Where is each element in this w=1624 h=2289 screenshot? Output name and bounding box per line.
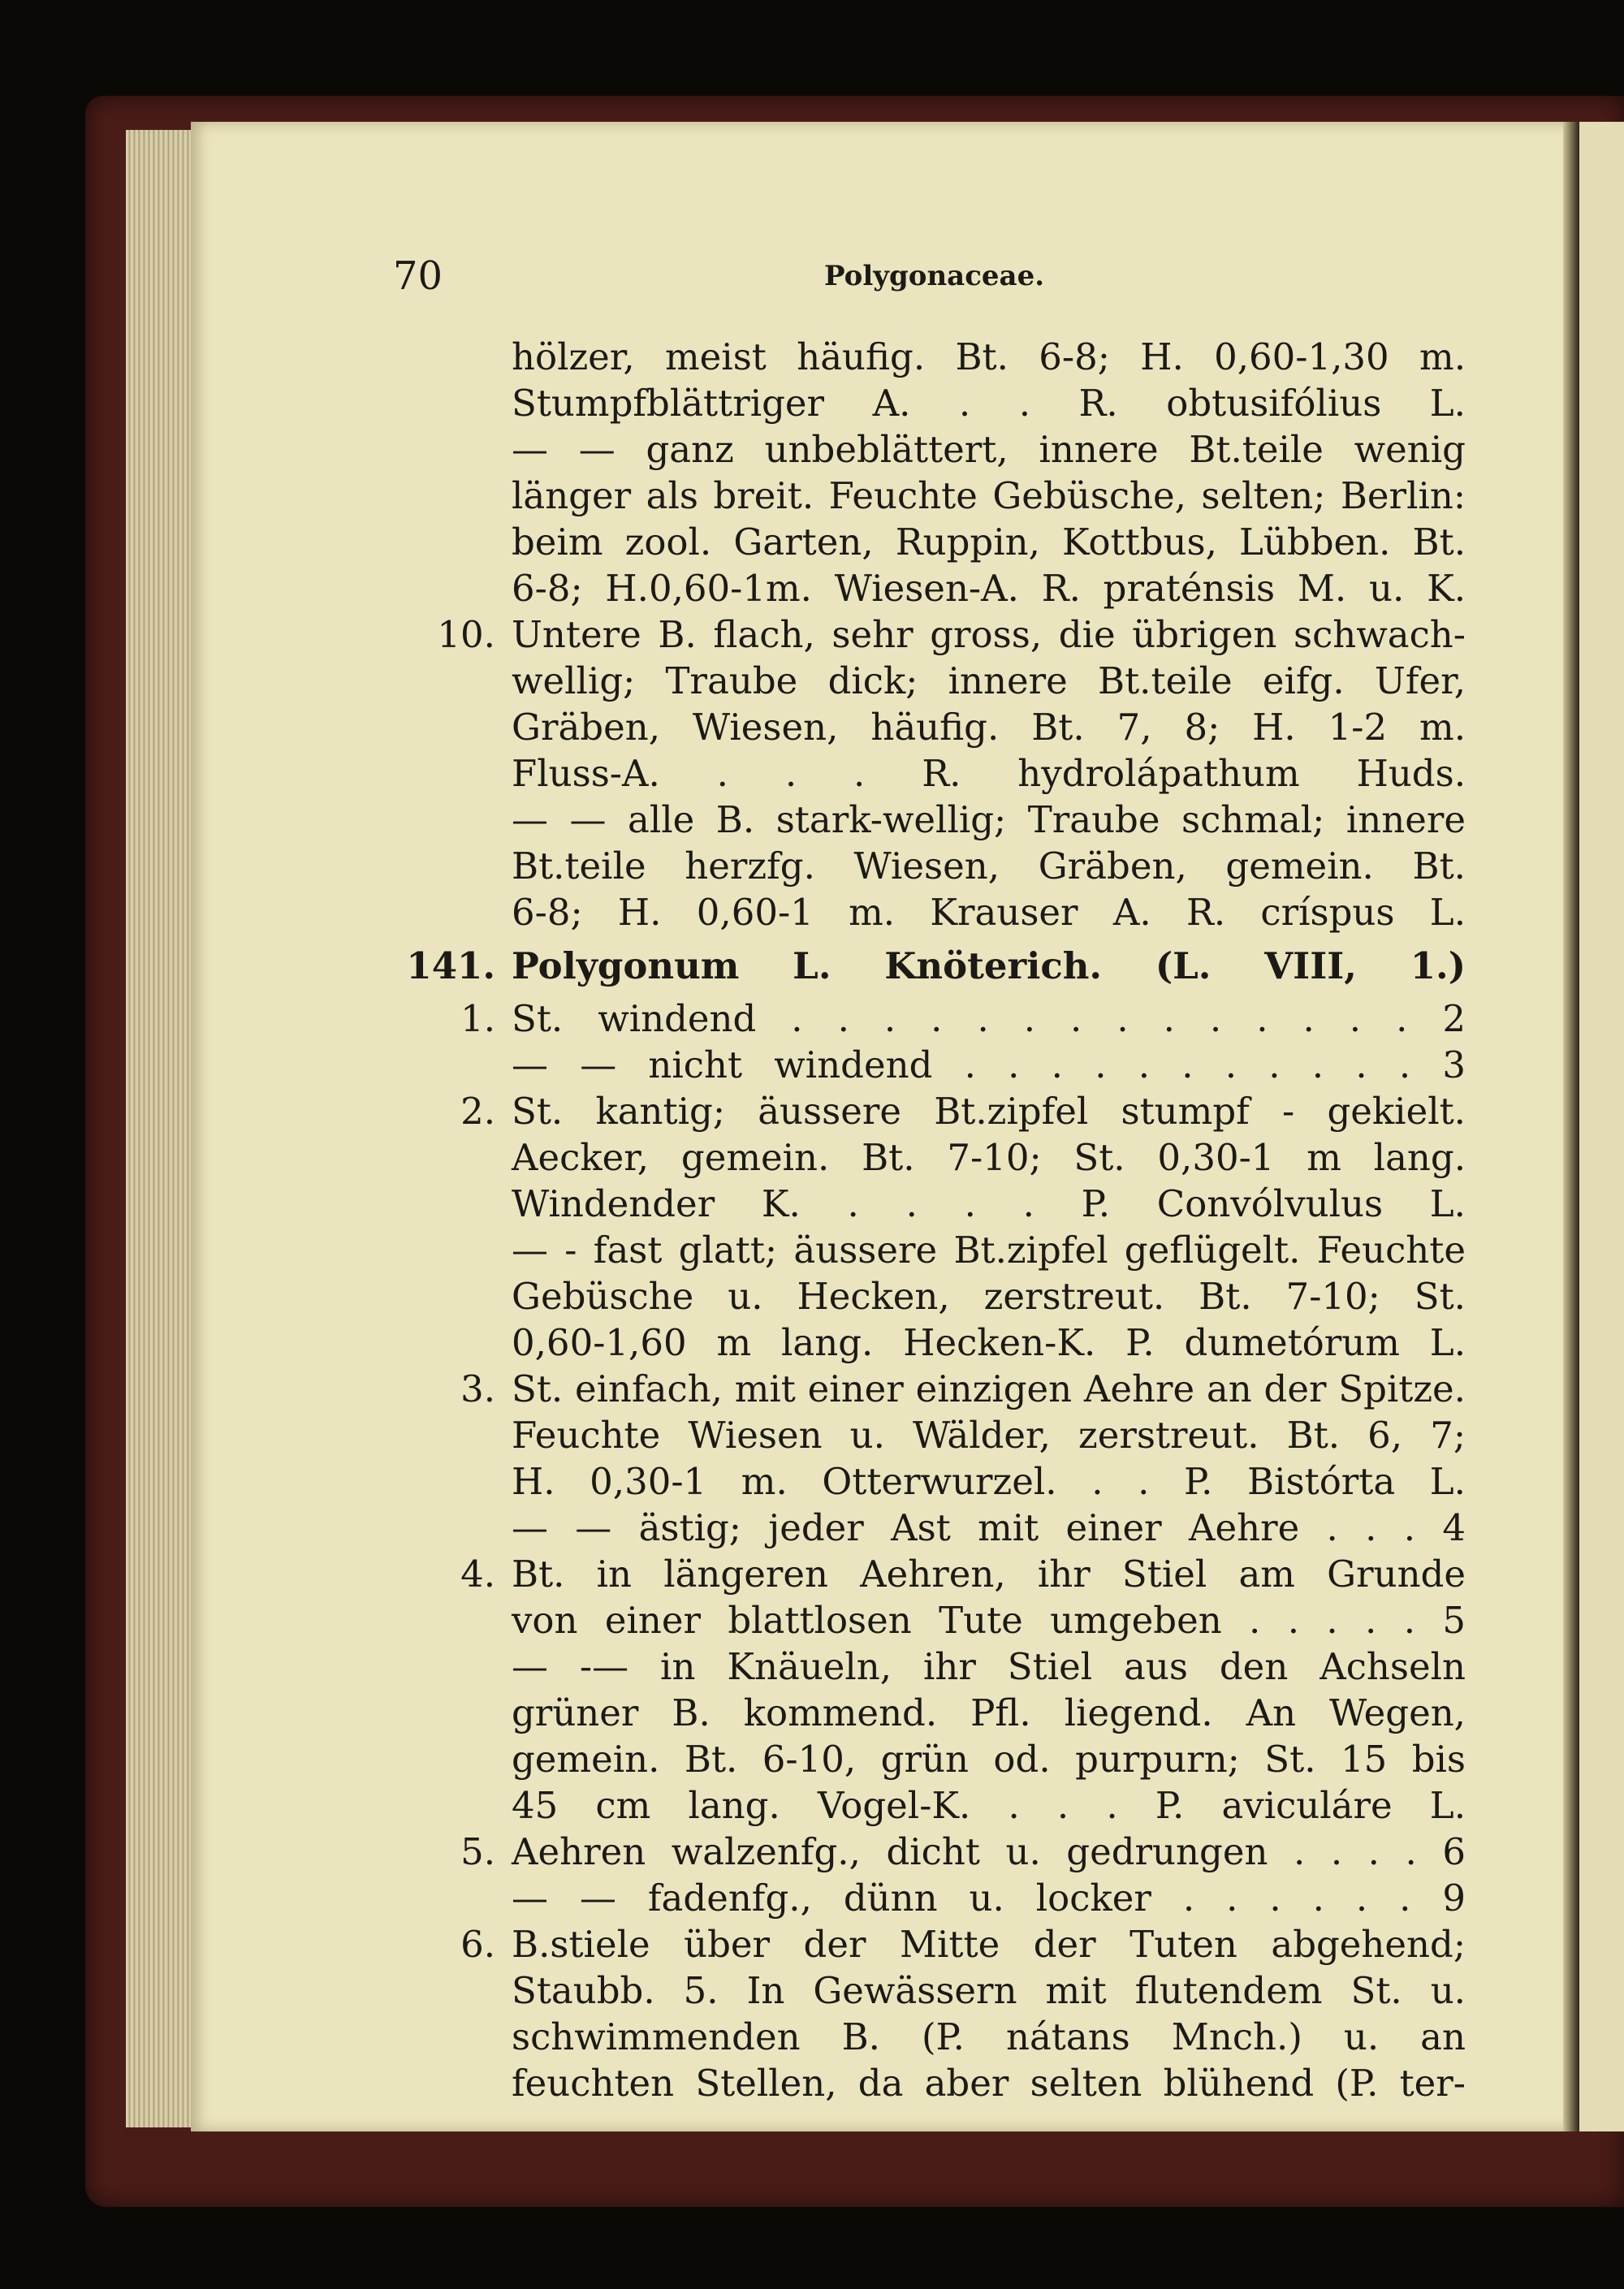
line-number: [341, 2013, 495, 2062]
text-line: Gräben, Wiesen, häufig. Bt. 7, 8; H. 1-2 m.: [512, 706, 1466, 749]
line-number: 5.: [460, 1830, 495, 1873]
text-line: gemein. Bt. 6-10, grün od. purpurn; St. 15 bis: [512, 1738, 1466, 1781]
line-number: [341, 1272, 495, 1321]
running-head: Polygonaceae.: [824, 260, 1045, 292]
line-number: [341, 796, 495, 844]
text-line: Windender K. . . . . P. Convólvulus L.: [512, 1182, 1466, 1225]
page-number: 70: [393, 253, 443, 299]
line-number: [341, 1967, 495, 2015]
text-line: schwimmenden B. (P. nátans Mnch.) u. an: [512, 2015, 1466, 2058]
text-line: — - fast glatt; äussere Bt.zipfel geflügelt. Feuchte: [512, 1229, 1466, 1272]
text-line: Feuchte Wiesen u. Wälder, zerstreut. Bt. 6, 7;: [512, 1414, 1466, 1457]
text-line: Aehren walzenfg., dicht u. gedrungen . . . . 6: [512, 1830, 1466, 1873]
line-number: [341, 1596, 495, 1645]
section-number: 141.: [406, 944, 495, 987]
line-number: [341, 1874, 495, 1923]
facing-page-edge: [1579, 122, 1624, 2131]
text-line: grüner B. kommend. Pfl. liegend. An Wegen,: [512, 1691, 1466, 1734]
text-line: Stumpfblättriger A. . . R. obtusifólius L.: [512, 382, 1466, 425]
text-line: Bt. in längeren Aehren, ihr Stiel am Grunde: [512, 1553, 1466, 1596]
line-number: [341, 657, 495, 706]
text-line: feuchten Stellen, da aber selten blühend (P. ter-: [512, 2062, 1466, 2105]
text-line: Untere B. flach, sehr gross, die übrigen schwach-: [512, 613, 1466, 656]
text-line: — — fadenfg., dünn u. locker . . . . . . 9: [512, 1877, 1466, 1920]
text-line: länger als breit. Feuchte Gebüsche, selten; Berlin:: [512, 474, 1466, 517]
line-number: [341, 1735, 495, 1784]
text-line: 0,60-1,60 m lang. Hecken-K. P. dumetórum L.: [512, 1321, 1466, 1364]
text-line: St. einfach, mit einer einzigen Aehre an der Spitze.: [512, 1367, 1466, 1410]
text-line: 6-8; H.0,60-1m. Wiesen-A. R. praténsis M. u. K.: [512, 567, 1466, 610]
book-gutter: [1563, 122, 1579, 2131]
text-line: Bt.teile herzfg. Wiesen, Gräben, gemein. Bt.: [512, 844, 1466, 888]
text-line: — — alle B. stark-wellig; Traube schmal; innere: [512, 798, 1466, 841]
line-number: [341, 1643, 495, 1691]
line-number: 3.: [460, 1367, 495, 1410]
line-number: [341, 1458, 495, 1506]
line-number: [341, 472, 495, 520]
text-line: — — nicht windend . . . . . . . . . . . 3: [512, 1043, 1466, 1086]
line-number: 1.: [460, 997, 495, 1040]
line-number: [341, 518, 495, 567]
text-line: hölzer, meist häufig. Bt. 6-8; H. 0,60-1,30 m.: [512, 335, 1466, 378]
line-number: 4.: [460, 1553, 495, 1596]
line-number: [341, 1689, 495, 1738]
text-line: — — ganz unbeblättert, innere Bt.teile wenig: [512, 428, 1466, 471]
text-line: Fluss-A. . . . R. hydrolápathum Huds.: [512, 752, 1466, 795]
section-heading: Polygonum L. Knöterich. (L. VIII, 1.): [512, 944, 1466, 987]
text-line: — — ästig; jeder Ast mit einer Aehre . . . 4: [512, 1506, 1466, 1549]
line-number: [341, 333, 495, 382]
text-line: beim zool. Garten, Ruppin, Kottbus, Lübben. Bt.: [512, 520, 1466, 564]
line-number: [341, 1504, 495, 1553]
line-number: 10.: [437, 613, 495, 656]
text-line: Staubb. 5. In Gewässern mit flutendem St. u.: [512, 1969, 1466, 2012]
line-number: [341, 564, 495, 613]
text-line: 45 cm lang. Vogel-K. . . . P. aviculáre L.: [512, 1784, 1466, 1827]
text-line: wellig; Traube dick; innere Bt.teile eifg. Ufer,: [512, 659, 1466, 702]
line-number: [341, 425, 495, 474]
text-line: von einer blattlosen Tute umgeben . . . . . 5: [512, 1599, 1466, 1642]
line-number: [341, 703, 495, 752]
line-number: [341, 1226, 495, 1275]
text-line: Gebüsche u. Hecken, zerstreut. Bt. 7-10; St.: [512, 1275, 1466, 1318]
line-number: 2.: [460, 1090, 495, 1133]
text-line: 6-8; H. 0,60-1 m. Krauser A. R. críspus L.: [512, 891, 1466, 934]
line-number: [341, 1041, 495, 1090]
text-line: B.stiele über der Mitte der Tuten abgehend;: [512, 1923, 1466, 1966]
line-number: [341, 842, 495, 891]
line-number: [341, 1134, 495, 1182]
text-line: St. kantig; äussere Bt.zipfel stumpf - gekielt.: [512, 1090, 1466, 1133]
text-line: — -— in Knäueln, ihr Stiel aus den Achseln: [512, 1645, 1466, 1688]
text-line: H. 0,30-1 m. Otterwurzel. . . P. Bistórta L.: [512, 1460, 1466, 1503]
line-number: [341, 888, 495, 937]
line-number: 6.: [460, 1923, 495, 1966]
text-line: Aecker, gemein. Bt. 7-10; St. 0,30-1 m lang.: [512, 1136, 1466, 1179]
line-number: [341, 1411, 495, 1460]
text-line: St. windend . . . . . . . . . . . . . . 2: [512, 997, 1466, 1040]
line-number: [341, 2059, 495, 2108]
line-number: [341, 379, 495, 428]
line-number: [341, 1319, 495, 1367]
line-number: [341, 749, 495, 798]
line-number: [341, 1180, 495, 1229]
line-number: [341, 1782, 495, 1830]
